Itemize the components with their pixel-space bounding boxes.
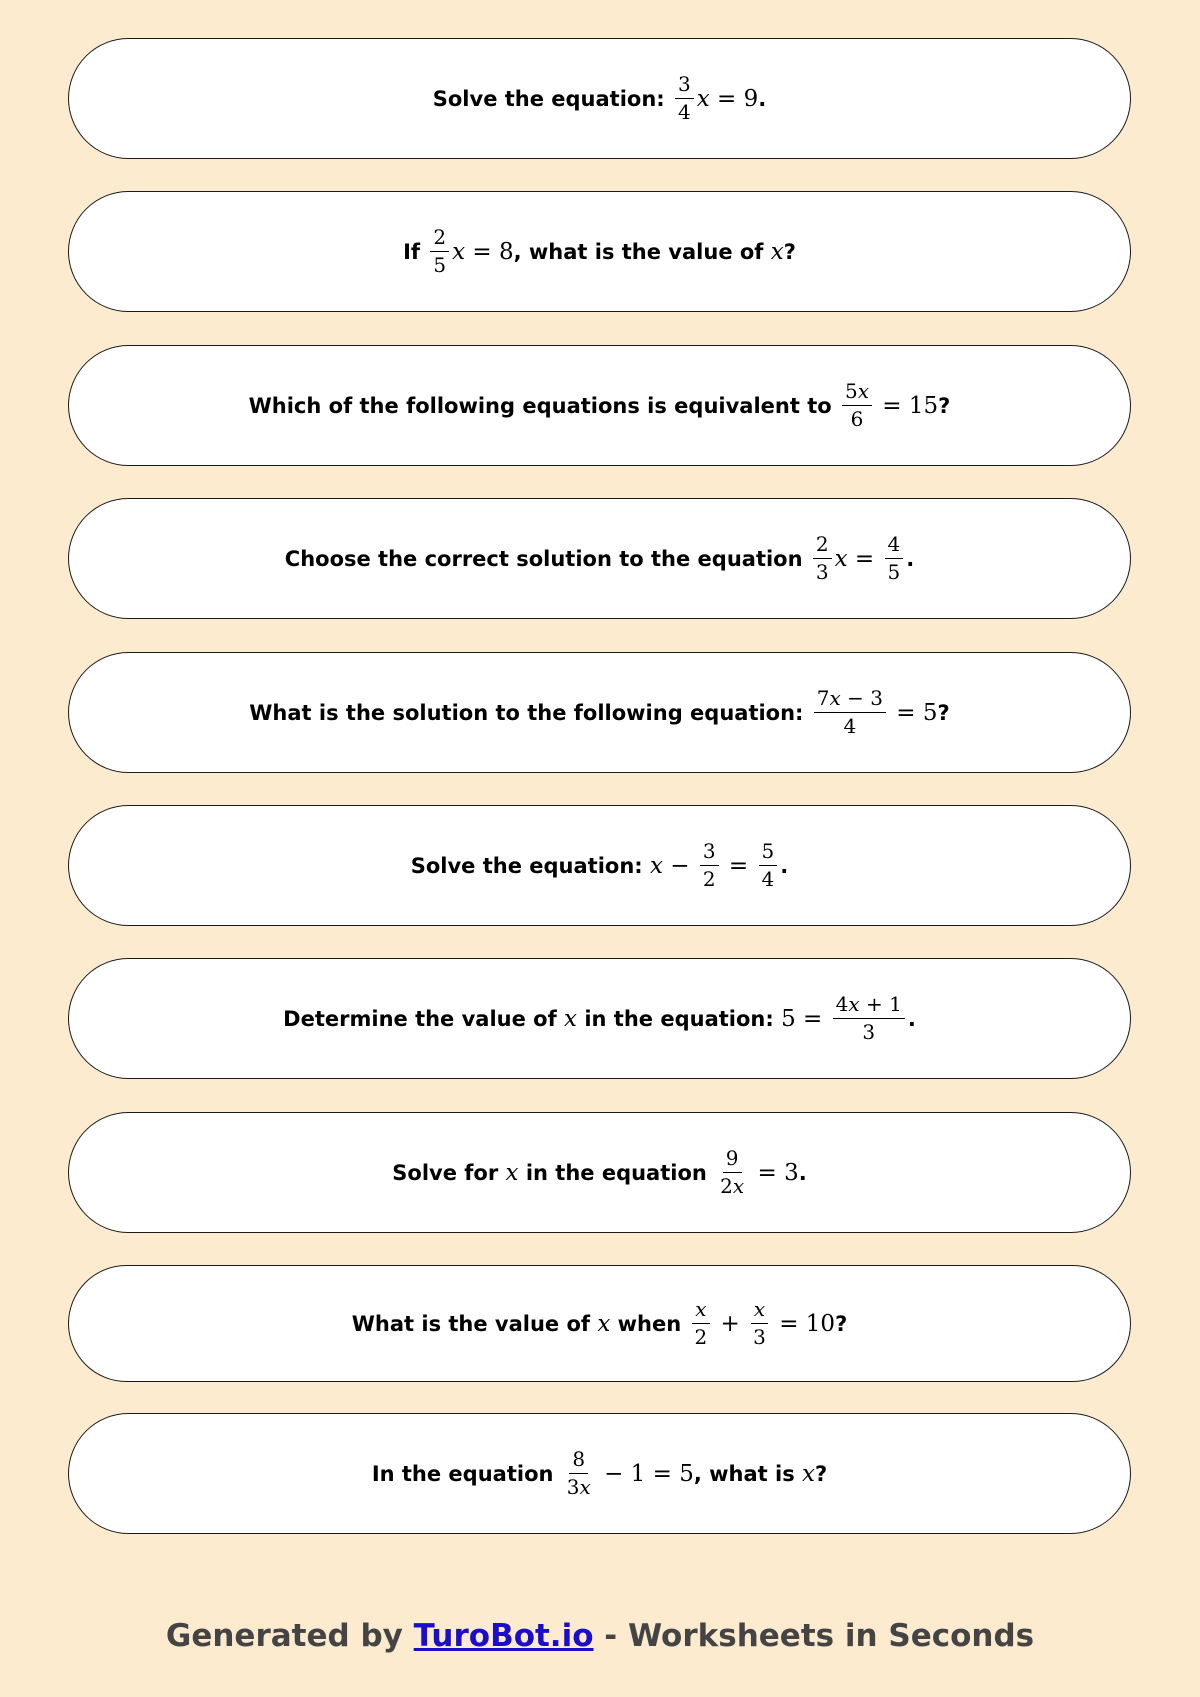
math-expression: x: [597, 1310, 611, 1337]
question-card-1: [68, 38, 1131, 159]
math-expression: = 8: [465, 238, 514, 265]
fraction-denominator: 6: [850, 407, 864, 431]
fraction: [814, 687, 886, 738]
footer-suffix: - Worksheets in Seconds: [593, 1618, 1035, 1654]
math-expression: x: [834, 545, 848, 572]
question-phrase: when: [610, 1311, 689, 1336]
fraction-numerator: 4x + 1: [833, 993, 905, 1019]
fraction: [430, 226, 449, 277]
question-card-3: [68, 345, 1131, 466]
question-phrase: What is the value of: [351, 1311, 598, 1336]
math-expression: =: [847, 545, 882, 572]
question-phrase: ?: [815, 1461, 828, 1486]
fraction: [842, 380, 872, 431]
question-phrase: in the equation: [518, 1160, 715, 1185]
math-expression: = 15: [875, 392, 939, 419]
fraction: [813, 533, 832, 584]
fraction-numerator: x: [751, 1298, 768, 1324]
question-text: [285, 533, 914, 584]
question-phrase: Choose the correct solution to the equation: [284, 546, 810, 571]
question-card-9: [68, 1265, 1131, 1382]
question-text: [411, 840, 789, 891]
fraction-numerator: 3: [700, 840, 719, 866]
math-expression: x: [696, 85, 710, 112]
question-phrase: ?: [938, 393, 951, 418]
fraction-denominator: 5: [887, 560, 901, 584]
question-phrase: If: [403, 239, 428, 264]
math-expression: = 5: [889, 699, 938, 726]
question-phrase: Solve the equation:: [432, 86, 673, 111]
fraction-numerator: 8: [569, 1448, 588, 1474]
question-card-5: [68, 652, 1131, 773]
question-phrase: Solve the equation:: [410, 853, 650, 878]
fraction-denominator: 3: [815, 560, 829, 584]
question-phrase: ?: [783, 239, 796, 264]
fraction-denominator: 2: [694, 1325, 708, 1349]
question-text: [433, 73, 767, 124]
fraction-numerator: 2: [430, 226, 449, 252]
fraction-numerator: 5x: [842, 380, 872, 406]
question-text: [392, 1147, 806, 1198]
fraction-numerator: 5: [759, 840, 778, 866]
question-phrase: Determine the value of: [283, 1006, 565, 1031]
question-phrase: .: [758, 86, 767, 111]
math-expression: 5 =: [781, 1005, 830, 1032]
question-card-8: [68, 1112, 1131, 1233]
math-expression: x: [650, 852, 663, 879]
math-expression: = 9: [709, 85, 759, 112]
question-phrase: In the equation: [371, 1461, 561, 1486]
math-expression: +: [713, 1310, 748, 1337]
question-phrase: , what is: [693, 1461, 803, 1486]
question-phrase: , what is the value of: [513, 239, 771, 264]
question-phrase: ?: [937, 700, 950, 725]
question-text: [283, 993, 916, 1044]
fraction: [564, 1448, 594, 1499]
math-expression: = 3: [750, 1159, 799, 1186]
math-expression: − 1 = 5: [596, 1460, 694, 1487]
fraction-numerator: x: [692, 1298, 709, 1324]
question-phrase: .: [907, 1006, 916, 1031]
fraction: [885, 533, 904, 584]
fraction: [833, 993, 905, 1044]
question-phrase: .: [798, 1160, 807, 1185]
question-card-4: [68, 498, 1131, 619]
fraction-denominator: 2x: [720, 1174, 745, 1198]
fraction-denominator: 5: [433, 253, 447, 277]
question-text: [249, 380, 951, 431]
question-phrase: Which of the following equations is equivalent to: [248, 393, 839, 418]
question-phrase: What is the solution to the following equation:: [249, 700, 811, 725]
question-card-2: [68, 191, 1131, 312]
fraction: [675, 73, 694, 124]
math-expression: =: [721, 852, 756, 879]
fraction-numerator: 3: [675, 73, 694, 99]
fraction-numerator: 9: [723, 1147, 742, 1173]
fraction-denominator: 3: [862, 1020, 876, 1044]
fraction: [717, 1147, 747, 1198]
footer-prefix: Generated by: [165, 1618, 414, 1654]
math-expression: x: [802, 1460, 815, 1487]
fraction: [750, 1298, 769, 1349]
question-phrase: .: [780, 853, 789, 878]
question-text: [249, 687, 949, 738]
question-card-6: [68, 805, 1131, 926]
math-expression: x: [452, 238, 466, 265]
math-expression: = 10: [771, 1310, 836, 1337]
fraction-numerator: 7x − 3: [814, 687, 886, 713]
fraction-numerator: 2: [813, 533, 832, 559]
question-card-10: [68, 1413, 1131, 1534]
question-phrase: in the equation:: [577, 1006, 782, 1031]
question-card-7: [68, 958, 1131, 1079]
fraction-denominator: 2: [702, 867, 716, 891]
math-expression: x: [505, 1159, 519, 1186]
fraction: [759, 840, 778, 891]
question-phrase: .: [906, 546, 915, 571]
math-expression: x: [770, 238, 784, 265]
question-text: [403, 226, 796, 277]
fraction-denominator: 3x: [566, 1475, 591, 1499]
math-expression: x: [564, 1005, 578, 1032]
fraction-denominator: 4: [678, 100, 691, 124]
fraction-denominator: 4: [843, 714, 857, 738]
fraction: [692, 1298, 711, 1349]
footer: [0, 1618, 1200, 1654]
question-text: [352, 1298, 848, 1349]
question-text: [372, 1448, 827, 1499]
fraction: [700, 840, 719, 891]
math-expression: −: [662, 852, 697, 879]
fraction-denominator: 4: [761, 867, 775, 891]
question-phrase: ?: [835, 1311, 848, 1336]
fraction-denominator: 3: [753, 1325, 766, 1349]
turobot-link[interactable]: TuroBot.io: [413, 1618, 594, 1654]
question-phrase: Solve for: [392, 1160, 506, 1185]
fraction-numerator: 4: [885, 533, 904, 559]
